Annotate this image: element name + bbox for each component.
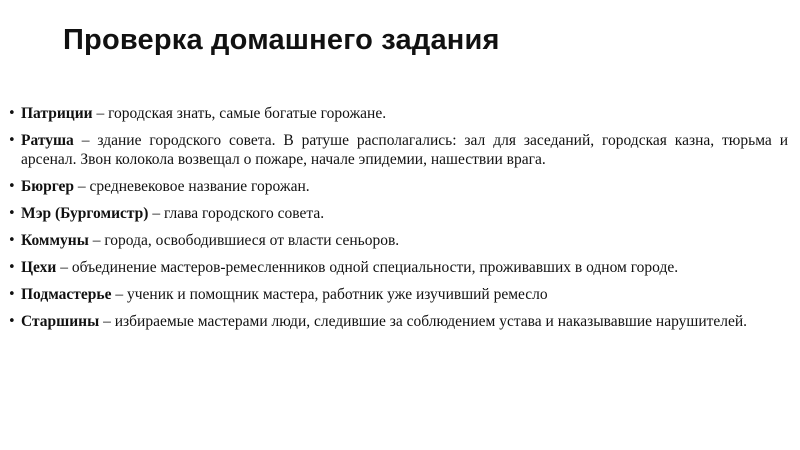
term: Подмастерье bbox=[21, 286, 112, 303]
list-item bbox=[8, 177, 788, 196]
bullet-icon: • bbox=[8, 179, 16, 194]
definition: – ученик и помощник мастера, работник уже изучивший ремесло bbox=[111, 286, 548, 303]
list-item bbox=[8, 231, 788, 250]
bullet-icon: • bbox=[8, 133, 16, 148]
term: Бюргер bbox=[21, 178, 75, 195]
bullet-icon: • bbox=[8, 206, 16, 221]
term: Коммуны bbox=[21, 232, 89, 249]
list-item bbox=[8, 131, 788, 169]
definition: – городская знать, самые богатые горожане. bbox=[92, 105, 387, 122]
definition: – глава городского совета. bbox=[148, 205, 325, 222]
slide-title: Проверка домашнего задания bbox=[63, 24, 500, 56]
definition: – избираемые мастерами люди, следившие за соблюдением устава и наказывавшие нарушителей. bbox=[99, 313, 748, 330]
definition: – объединение мастеров-ремесленников одной специальности, проживавших в одном городе. bbox=[56, 259, 679, 276]
term: Цехи bbox=[21, 259, 57, 276]
definition: – здание городского совета. В ратуше располагались: зал для заседаний, городская казна, тюрьма и арсенал. Звон колокола возвещал о пожаре, начале эпидемии, нашествии врага. bbox=[21, 132, 788, 168]
term: Старшины bbox=[21, 313, 100, 330]
definition: – средневековое название горожан. bbox=[74, 178, 310, 195]
bullet-icon: • bbox=[8, 287, 16, 302]
list-item bbox=[8, 285, 788, 304]
term: Патриции bbox=[21, 105, 93, 122]
term: Ратуша bbox=[21, 132, 74, 149]
list-item bbox=[8, 312, 788, 331]
term: Мэр (Бургомистр) bbox=[21, 205, 149, 222]
bullet-icon: • bbox=[8, 106, 16, 121]
list-item bbox=[8, 204, 788, 223]
bullet-icon: • bbox=[8, 314, 16, 329]
bullet-icon: • bbox=[8, 233, 16, 248]
list-item bbox=[8, 104, 788, 123]
definition-list bbox=[8, 104, 788, 339]
definition: – города, освободившиеся от власти сеньоров. bbox=[88, 232, 400, 249]
list-item bbox=[8, 258, 788, 277]
bullet-icon: • bbox=[8, 260, 16, 275]
